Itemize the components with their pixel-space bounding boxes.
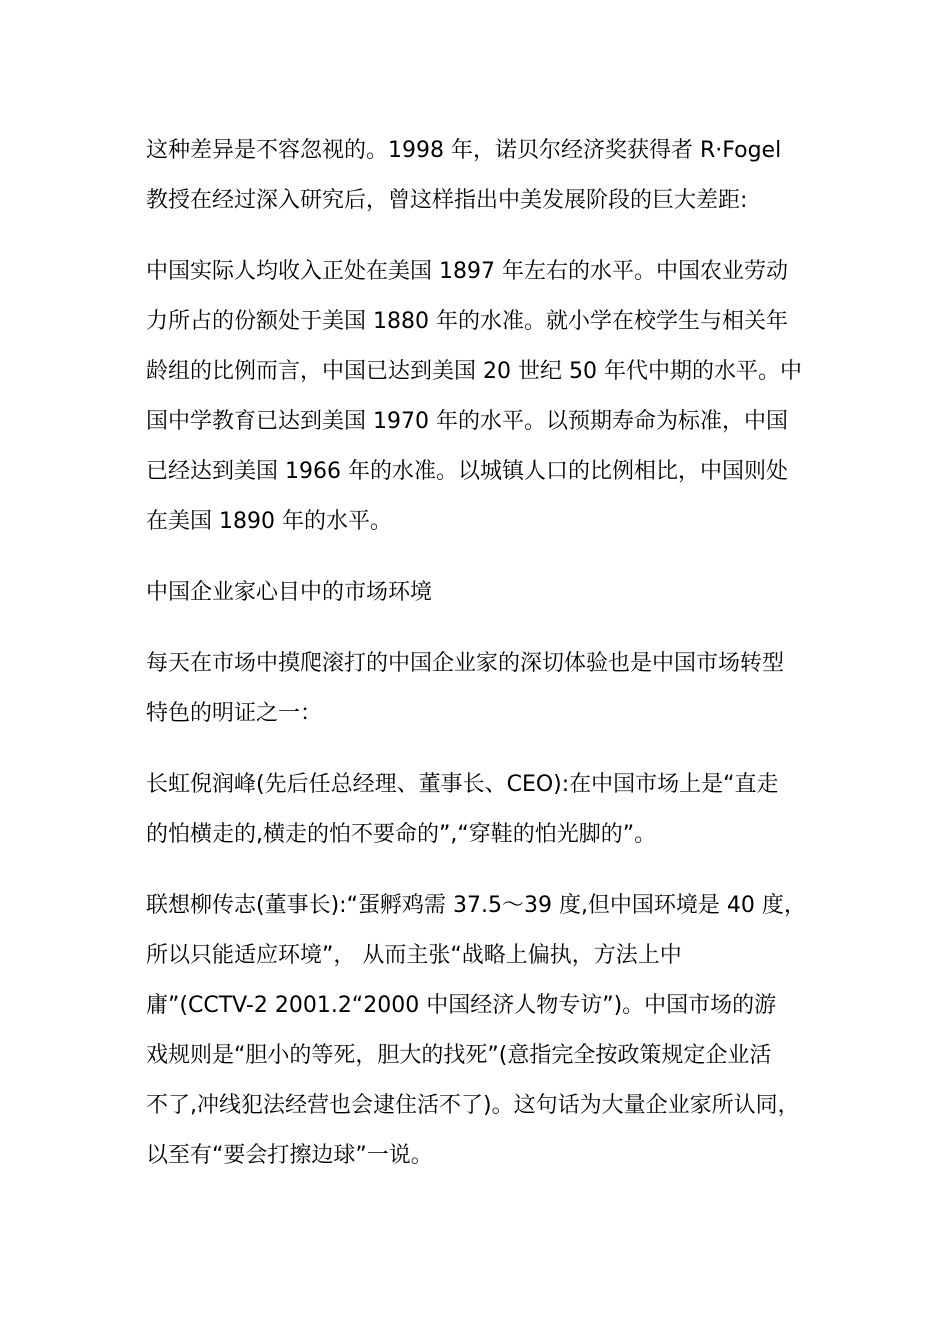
text-line: 庸”(CCTV-2 2001.2“2000 中国经济人物专访”)。中国市场的游	[146, 993, 777, 1018]
text-line: 特色的明证之一：	[146, 701, 323, 726]
paragraph-entrepreneurs-intro	[146, 639, 811, 739]
text-line: 龄组的比例而言，中国已达到美国 20 世纪 50 年代中期的水平。中	[146, 359, 802, 384]
text-line: 力所占的份额处于美国 1880 年的水准。就小学在校学生与相关年	[146, 309, 788, 334]
text-line: 联想柳传志(董事长):“蛋孵鸡需 37.5～39 度,但中国环境是 40 度，	[146, 893, 806, 918]
paragraph-fogel-quote	[146, 247, 811, 547]
paragraph-fogel-intro	[146, 126, 811, 226]
text-line: 戏规则是“胆小的等死，胆大的找死”(意指完全按政策规定企业活	[146, 1043, 772, 1068]
text-line: 国中学教育已达到美国 1970 年的水平。以预期寿命为标准，中国	[146, 409, 788, 434]
text-line: 所以只能适应环境”， 从而主张“战略上偏执，方法上中	[146, 943, 682, 968]
text-line: 这种差异是不容忽视的。1998 年，诺贝尔经济奖获得者 R·Fogel	[146, 138, 782, 163]
text-line: 中国实际人均收入正处在美国 1897 年左右的水平。中国农业劳动	[146, 259, 788, 284]
text-line: 的怕横走的,横走的怕不要命的”,“穿鞋的怕光脚的”。	[146, 822, 657, 847]
text-line: 每天在市场中摸爬滚打的中国企业家的深切体验也是中国市场转型	[146, 651, 785, 676]
text-line: 长虹倪润峰(先后任总经理、董事长、CEO):在中国市场上是“直走	[146, 772, 779, 797]
heading-line: 中国企业家心目中的市场环境	[146, 580, 433, 605]
text-line: 不了,冲线犯法经营也会逮住活不了)。这句话为大量企业家所认同，	[146, 1093, 800, 1118]
text-line: 已经达到美国 1966 年的水准。以城镇人口的比例相比，中国则处	[146, 459, 788, 484]
document-body	[146, 126, 811, 1181]
text-line: 以至有“要会打擦边球”一说。	[146, 1143, 433, 1168]
section-heading	[146, 568, 811, 618]
paragraph-changhong-quote	[146, 760, 811, 860]
text-line: 在美国 1890 年的水平。	[146, 509, 392, 534]
paragraph-lenovo-quote	[146, 881, 811, 1181]
text-line: 教授在经过深入研究后，曾这样指出中美发展阶段的巨大差距:	[146, 188, 748, 213]
